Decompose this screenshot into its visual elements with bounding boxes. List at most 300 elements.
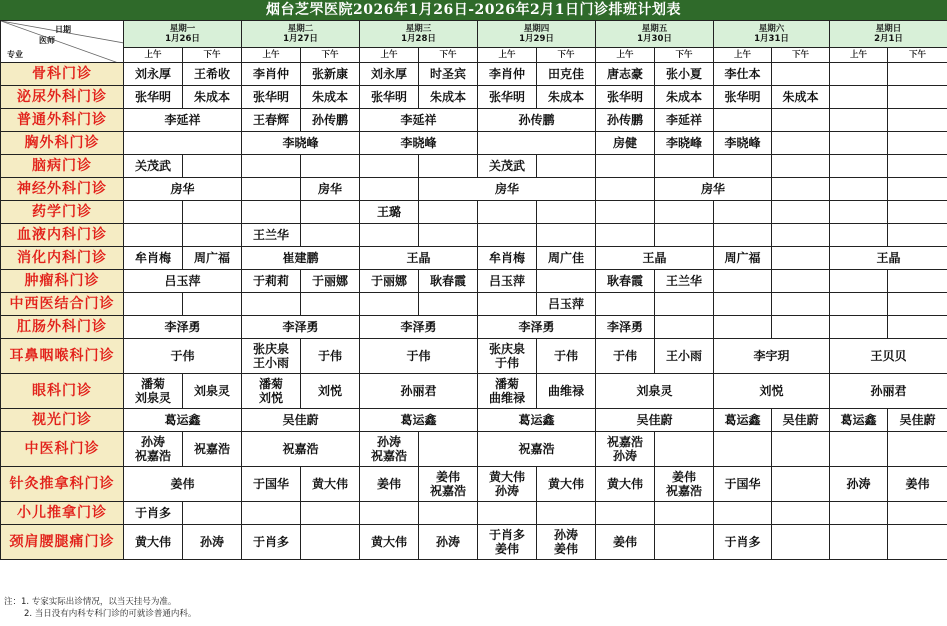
doctor-cell — [301, 201, 360, 224]
pm-header: 下午 — [419, 48, 478, 63]
doctor-cell: 耿春霞 — [419, 270, 478, 293]
doctor-cell: 于伟 — [301, 339, 360, 374]
doctor-cell: 关茂武 — [124, 155, 183, 178]
doctor-cell: 孙丽君 — [360, 374, 478, 409]
doctor-cell: 葛运鑫 — [124, 409, 242, 432]
doctor-cell: 王春辉 — [242, 109, 301, 132]
doctor-cell — [596, 293, 655, 316]
doctor-cell: 房华 — [419, 178, 596, 201]
doctor-name: 潘菊 — [140, 377, 165, 391]
doctor-cell: 张华明 — [242, 86, 301, 109]
doctor-name: 姜伟 — [435, 470, 460, 484]
doctor-cell — [714, 502, 772, 525]
doctor-cell: 刘永厚 — [124, 63, 183, 86]
schedule-row — [1, 109, 947, 132]
doctor-name: 曲维禄 — [488, 391, 525, 405]
doctor-cell — [242, 374, 301, 409]
doctor-cell — [772, 467, 830, 502]
doctor-cell: 李延祥 — [124, 109, 242, 132]
doctor-name: 姜伟 — [494, 542, 519, 556]
doctor-cell: 朱成本 — [419, 86, 478, 109]
doctor-cell: 吴佳蔚 — [888, 409, 947, 432]
doctor-cell — [242, 339, 301, 374]
department-name: 视光门诊 — [1, 409, 124, 432]
doctor-cell: 黄大伟 — [124, 525, 183, 560]
doctor-cell — [772, 178, 830, 201]
doctor-name: 孙涛 — [376, 435, 401, 449]
doctor-cell: 王兰华 — [655, 270, 714, 293]
doctor-cell — [830, 86, 888, 109]
schedule-row — [1, 132, 947, 155]
department-name: 颈肩腰腿痛门诊 — [1, 525, 124, 560]
schedule-row — [1, 409, 947, 432]
doctor-cell — [242, 201, 301, 224]
schedule-row — [1, 224, 947, 247]
doctor-cell: 祝嘉浩 — [183, 432, 242, 467]
doctor-cell — [830, 63, 888, 86]
schedule-row — [1, 178, 947, 201]
doctor-name: 祝嘉浩 — [134, 449, 171, 463]
doctor-cell: 朱成本 — [183, 86, 242, 109]
doctor-cell — [714, 316, 772, 339]
doctor-cell — [888, 316, 947, 339]
doctor-cell: 王贝贝 — [830, 339, 947, 374]
doctor-cell — [537, 270, 596, 293]
doctor-cell — [419, 224, 478, 247]
doctor-cell — [419, 155, 478, 178]
doctor-cell: 李仕本 — [714, 63, 772, 86]
doctor-cell: 张新康 — [301, 63, 360, 86]
doctor-name: 刘泉灵 — [134, 391, 171, 405]
date-label: 2月1日 — [874, 34, 903, 44]
doctor-cell — [301, 224, 360, 247]
doctor-cell — [419, 293, 478, 316]
day-header — [830, 21, 947, 48]
doctor-cell: 李宇玥 — [714, 339, 830, 374]
doctor-cell: 朱成本 — [655, 86, 714, 109]
schedule-row — [1, 339, 947, 374]
doctor-cell — [360, 224, 419, 247]
doctor-cell — [183, 201, 242, 224]
doctor-cell — [714, 224, 772, 247]
doctor-cell: 张小夏 — [655, 63, 714, 86]
doctor-cell — [419, 432, 478, 467]
am-header: 上午 — [714, 48, 772, 63]
doctor-cell — [772, 502, 830, 525]
date-label: 1月28日 — [401, 34, 436, 44]
doctor-cell: 于伟 — [360, 339, 478, 374]
doctor-cell — [714, 293, 772, 316]
schedule-row — [1, 270, 947, 293]
doctor-cell: 李肖仲 — [478, 63, 537, 86]
doctor-cell — [596, 502, 655, 525]
doctor-cell — [242, 178, 301, 201]
doctor-cell — [655, 432, 714, 467]
doctor-cell — [183, 224, 242, 247]
doctor-cell — [830, 316, 888, 339]
doctor-cell — [124, 201, 183, 224]
doctor-cell: 于肖多 — [124, 502, 183, 525]
doctor-cell: 周广佳 — [537, 247, 596, 270]
day-header — [596, 21, 714, 48]
department-name: 药学门诊 — [1, 201, 124, 224]
doctor-cell: 房华 — [301, 178, 360, 201]
doctor-cell: 吴佳蔚 — [772, 409, 830, 432]
doctor-cell — [714, 432, 772, 467]
doctor-name: 于肖多 — [488, 528, 525, 542]
doctor-cell — [537, 525, 596, 560]
department-name: 血液内科门诊 — [1, 224, 124, 247]
doctor-name: 姜伟 — [553, 542, 578, 556]
doctor-cell — [301, 293, 360, 316]
doctor-cell: 姜伟 — [360, 467, 419, 502]
doctor-cell — [124, 374, 183, 409]
pm-header: 下午 — [301, 48, 360, 63]
doctor-cell: 黄大伟 — [301, 467, 360, 502]
doctor-cell — [772, 109, 830, 132]
doctor-cell — [772, 132, 830, 155]
doctor-cell — [124, 224, 183, 247]
doctor-cell — [888, 155, 947, 178]
doctor-cell: 刘悦 — [714, 374, 830, 409]
department-name: 普通外科门诊 — [1, 109, 124, 132]
doctor-cell — [419, 502, 478, 525]
date-label: 1月30日 — [637, 34, 672, 44]
doctor-cell — [655, 293, 714, 316]
doctor-cell: 张华明 — [124, 86, 183, 109]
doctor-cell — [419, 201, 478, 224]
doctor-cell — [360, 502, 419, 525]
day-header — [478, 21, 596, 48]
department-name: 肛肠外科门诊 — [1, 316, 124, 339]
doctor-name: 祝嘉浩 — [429, 484, 466, 498]
doctor-cell — [772, 270, 830, 293]
doctor-cell: 关茂武 — [478, 155, 537, 178]
doctor-cell: 孙涛 — [830, 467, 888, 502]
doctor-name: 祝嘉浩 — [665, 484, 702, 498]
doctor-cell — [888, 293, 947, 316]
doctor-cell: 姜伟 — [596, 525, 655, 560]
doctor-cell: 唐志豪 — [596, 63, 655, 86]
doctor-name: 张庆泉 — [252, 342, 289, 356]
doctor-cell: 吕玉萍 — [478, 270, 537, 293]
department-name: 中医科门诊 — [1, 432, 124, 467]
doctor-cell — [830, 432, 888, 467]
department-name: 消化内科门诊 — [1, 247, 124, 270]
pm-header: 下午 — [537, 48, 596, 63]
doctor-cell — [830, 224, 888, 247]
doctor-cell — [596, 155, 655, 178]
schedule-row — [1, 502, 947, 525]
weekday-label: 星期三 — [405, 24, 432, 34]
doctor-cell: 李泽勇 — [242, 316, 360, 339]
doctor-cell — [183, 293, 242, 316]
schedule-row — [1, 63, 947, 86]
doctor-cell — [830, 178, 888, 201]
doctor-cell: 李晓峰 — [242, 132, 360, 155]
doctor-cell — [888, 224, 947, 247]
am-header: 上午 — [124, 48, 183, 63]
doctor-cell — [888, 525, 947, 560]
doctor-cell — [537, 155, 596, 178]
date-label: 1月27日 — [283, 34, 318, 44]
doctor-cell: 于肖多 — [714, 525, 772, 560]
doctor-cell: 于肖多 — [242, 525, 301, 560]
schedule-row — [1, 155, 947, 178]
doctor-cell: 葛运鑫 — [830, 409, 888, 432]
doctor-cell — [888, 63, 947, 86]
doctor-cell: 于丽娜 — [360, 270, 419, 293]
doctor-cell — [242, 502, 301, 525]
doctor-cell — [830, 270, 888, 293]
doctor-cell — [830, 502, 888, 525]
doctor-cell — [772, 63, 830, 86]
schedule-row — [1, 374, 947, 409]
department-name: 胸外科门诊 — [1, 132, 124, 155]
doctor-name: 孙涛 — [140, 435, 165, 449]
doctor-cell: 吴佳蔚 — [596, 409, 714, 432]
doctor-name: 祝嘉浩 — [370, 449, 407, 463]
doctor-cell: 王晶 — [596, 247, 714, 270]
doctor-cell — [888, 132, 947, 155]
doctor-name: 姜伟 — [671, 470, 696, 484]
doctor-cell — [888, 109, 947, 132]
doctor-cell: 祝嘉浩 — [478, 432, 596, 467]
doctor-cell — [772, 293, 830, 316]
day-header — [242, 21, 360, 48]
am-header: 上午 — [360, 48, 419, 63]
doctor-cell: 吕玉萍 — [537, 293, 596, 316]
doctor-cell — [360, 432, 419, 467]
doctor-cell — [714, 270, 772, 293]
department-name: 针灸推拿科门诊 — [1, 467, 124, 502]
doctor-name: 张庆泉 — [488, 342, 525, 356]
doctor-cell — [478, 467, 537, 502]
doctor-cell — [714, 109, 772, 132]
doctor-cell: 朱成本 — [772, 86, 830, 109]
doctor-cell — [124, 432, 183, 467]
doctor-cell: 王小雨 — [655, 339, 714, 374]
doctor-cell — [301, 525, 360, 560]
doctor-cell — [242, 155, 301, 178]
doctor-cell: 刘泉灵 — [183, 374, 242, 409]
doctor-name: 潘菊 — [258, 377, 283, 391]
doctor-name: 黄大伟 — [488, 470, 525, 484]
doctor-cell: 孙传鹏 — [478, 109, 596, 132]
header-corner-cell — [1, 21, 124, 63]
doctor-cell: 黄大伟 — [596, 467, 655, 502]
am-header: 上午 — [242, 48, 301, 63]
doctor-cell — [714, 155, 772, 178]
date-label: 1月29日 — [519, 34, 554, 44]
doctor-cell — [596, 201, 655, 224]
doctor-cell — [655, 224, 714, 247]
doctor-cell — [655, 502, 714, 525]
department-name: 中西医结合门诊 — [1, 293, 124, 316]
doctor-cell: 王璐 — [360, 201, 419, 224]
doctor-cell — [888, 86, 947, 109]
doctor-cell — [888, 201, 947, 224]
doctor-cell — [830, 201, 888, 224]
schedule-row — [1, 86, 947, 109]
doctor-cell — [888, 502, 947, 525]
doctor-cell — [478, 201, 537, 224]
department-name: 小儿推拿门诊 — [1, 502, 124, 525]
date-label: 1月26日 — [165, 34, 200, 44]
doctor-cell: 孙传鹏 — [596, 109, 655, 132]
doctor-cell: 葛运鑫 — [360, 409, 478, 432]
doctor-cell: 牟肖梅 — [478, 247, 537, 270]
doctor-cell: 王晶 — [830, 247, 947, 270]
day-header — [360, 21, 478, 48]
doctor-cell — [360, 293, 419, 316]
doctor-cell — [360, 155, 419, 178]
doctor-cell: 刘悦 — [301, 374, 360, 409]
doctor-cell: 于伟 — [596, 339, 655, 374]
department-name: 耳鼻咽喉科门诊 — [1, 339, 124, 374]
doctor-cell: 刘永厚 — [360, 63, 419, 86]
doctor-cell — [124, 293, 183, 316]
doctor-cell: 牟肖梅 — [124, 247, 183, 270]
doctor-cell: 葛运鑫 — [478, 409, 596, 432]
footnote: 2. 当日没有内科专科门诊的可就诊普通内科。 — [24, 609, 197, 619]
doctor-cell: 于国华 — [714, 467, 772, 502]
department-name: 泌尿外科门诊 — [1, 86, 124, 109]
doctor-cell — [596, 432, 655, 467]
schedule-row — [1, 316, 947, 339]
department-name: 肿瘤科门诊 — [1, 270, 124, 293]
doctor-cell: 王兰华 — [242, 224, 301, 247]
doctor-cell — [655, 155, 714, 178]
weekday-label: 星期一 — [169, 24, 196, 34]
doctor-name: 孙涛 — [553, 528, 578, 542]
doctor-cell — [714, 201, 772, 224]
doctor-cell: 孙涛 — [419, 525, 478, 560]
doctor-cell — [537, 224, 596, 247]
doctor-cell — [888, 432, 947, 467]
am-header: 上午 — [478, 48, 537, 63]
doctor-cell: 房华 — [655, 178, 772, 201]
doctor-name: 孙涛 — [494, 484, 519, 498]
doctor-cell: 吴佳蔚 — [242, 409, 360, 432]
schedule-row — [1, 201, 947, 224]
doctor-cell — [772, 316, 830, 339]
doctor-cell: 李泽勇 — [360, 316, 478, 339]
doctor-cell: 朱成本 — [537, 86, 596, 109]
doctor-cell — [124, 132, 242, 155]
doctor-cell: 于莉莉 — [242, 270, 301, 293]
doctor-cell — [655, 201, 714, 224]
doctor-cell: 李肖仲 — [242, 63, 301, 86]
weekday-label: 星期五 — [641, 24, 668, 34]
doctor-cell: 房华 — [124, 178, 242, 201]
doctor-cell — [183, 502, 242, 525]
schedule-row — [1, 525, 947, 560]
doctor-cell: 张华明 — [714, 86, 772, 109]
doctor-cell: 黄大伟 — [537, 467, 596, 502]
doctor-cell — [888, 270, 947, 293]
doctor-cell: 李泽勇 — [124, 316, 242, 339]
doctor-cell — [478, 132, 596, 155]
weekday-label: 星期六 — [758, 24, 785, 34]
date-label: 1月31日 — [754, 34, 789, 44]
corner-doctor-label: 医师 — [39, 36, 55, 45]
schedule-table — [0, 20, 947, 560]
doctor-cell — [830, 293, 888, 316]
doctor-name: 祝嘉浩 — [606, 435, 643, 449]
doctor-cell: 李晓峰 — [360, 132, 478, 155]
doctor-cell — [655, 525, 714, 560]
department-name: 骨科门诊 — [1, 63, 124, 86]
doctor-cell — [360, 178, 419, 201]
doctor-cell — [478, 293, 537, 316]
schedule-row — [1, 467, 947, 502]
doctor-cell: 王晶 — [360, 247, 478, 270]
doctor-cell — [772, 525, 830, 560]
doctor-cell — [830, 525, 888, 560]
doctor-cell: 于伟 — [537, 339, 596, 374]
department-name: 眼科门诊 — [1, 374, 124, 409]
doctor-cell — [888, 178, 947, 201]
doctor-cell: 张华明 — [360, 86, 419, 109]
doctor-cell: 姜伟 — [888, 467, 947, 502]
doctor-cell — [655, 467, 714, 502]
schedule-row — [1, 432, 947, 467]
doctor-cell: 黄大伟 — [360, 525, 419, 560]
doctor-cell — [183, 155, 242, 178]
doctor-cell: 李泽勇 — [478, 316, 596, 339]
doctor-cell: 吕玉萍 — [124, 270, 242, 293]
am-header: 上午 — [830, 48, 888, 63]
doctor-cell: 曲维禄 — [537, 374, 596, 409]
doctor-cell — [242, 293, 301, 316]
doctor-name: 潘菊 — [494, 377, 519, 391]
doctor-cell — [596, 224, 655, 247]
doctor-cell — [830, 155, 888, 178]
doctor-cell: 王希收 — [183, 63, 242, 86]
doctor-cell — [478, 525, 537, 560]
doctor-cell — [301, 155, 360, 178]
doctor-cell: 李晓峰 — [714, 132, 772, 155]
pm-header: 下午 — [772, 48, 830, 63]
page-title: 烟台芝罘医院2026年1月26日-2026年2月1日门诊排班计划表 — [0, 0, 947, 20]
doctor-name: 孙涛 — [612, 449, 637, 463]
doctor-cell: 张华明 — [596, 86, 655, 109]
department-name: 脑病门诊 — [1, 155, 124, 178]
doctor-cell: 李泽勇 — [596, 316, 655, 339]
weekday-label: 星期四 — [523, 24, 550, 34]
schedule-row — [1, 293, 947, 316]
doctor-cell: 刘泉灵 — [596, 374, 714, 409]
doctor-cell: 于丽娜 — [301, 270, 360, 293]
doctor-cell — [301, 502, 360, 525]
doctor-cell: 周广福 — [183, 247, 242, 270]
doctor-name: 刘悦 — [258, 391, 283, 405]
doctor-cell: 于国华 — [242, 467, 301, 502]
schedule-row — [1, 247, 947, 270]
doctor-cell: 孙传鹏 — [301, 109, 360, 132]
doctor-cell: 孙涛 — [183, 525, 242, 560]
doctor-cell: 于伟 — [124, 339, 242, 374]
doctor-cell — [772, 432, 830, 467]
weekday-label: 星期日 — [875, 24, 902, 34]
doctor-cell: 张华明 — [478, 86, 537, 109]
pm-header: 下午 — [888, 48, 947, 63]
doctor-cell — [537, 201, 596, 224]
am-header: 上午 — [596, 48, 655, 63]
doctor-cell: 周广福 — [714, 247, 772, 270]
doctor-cell: 孙丽君 — [830, 374, 947, 409]
